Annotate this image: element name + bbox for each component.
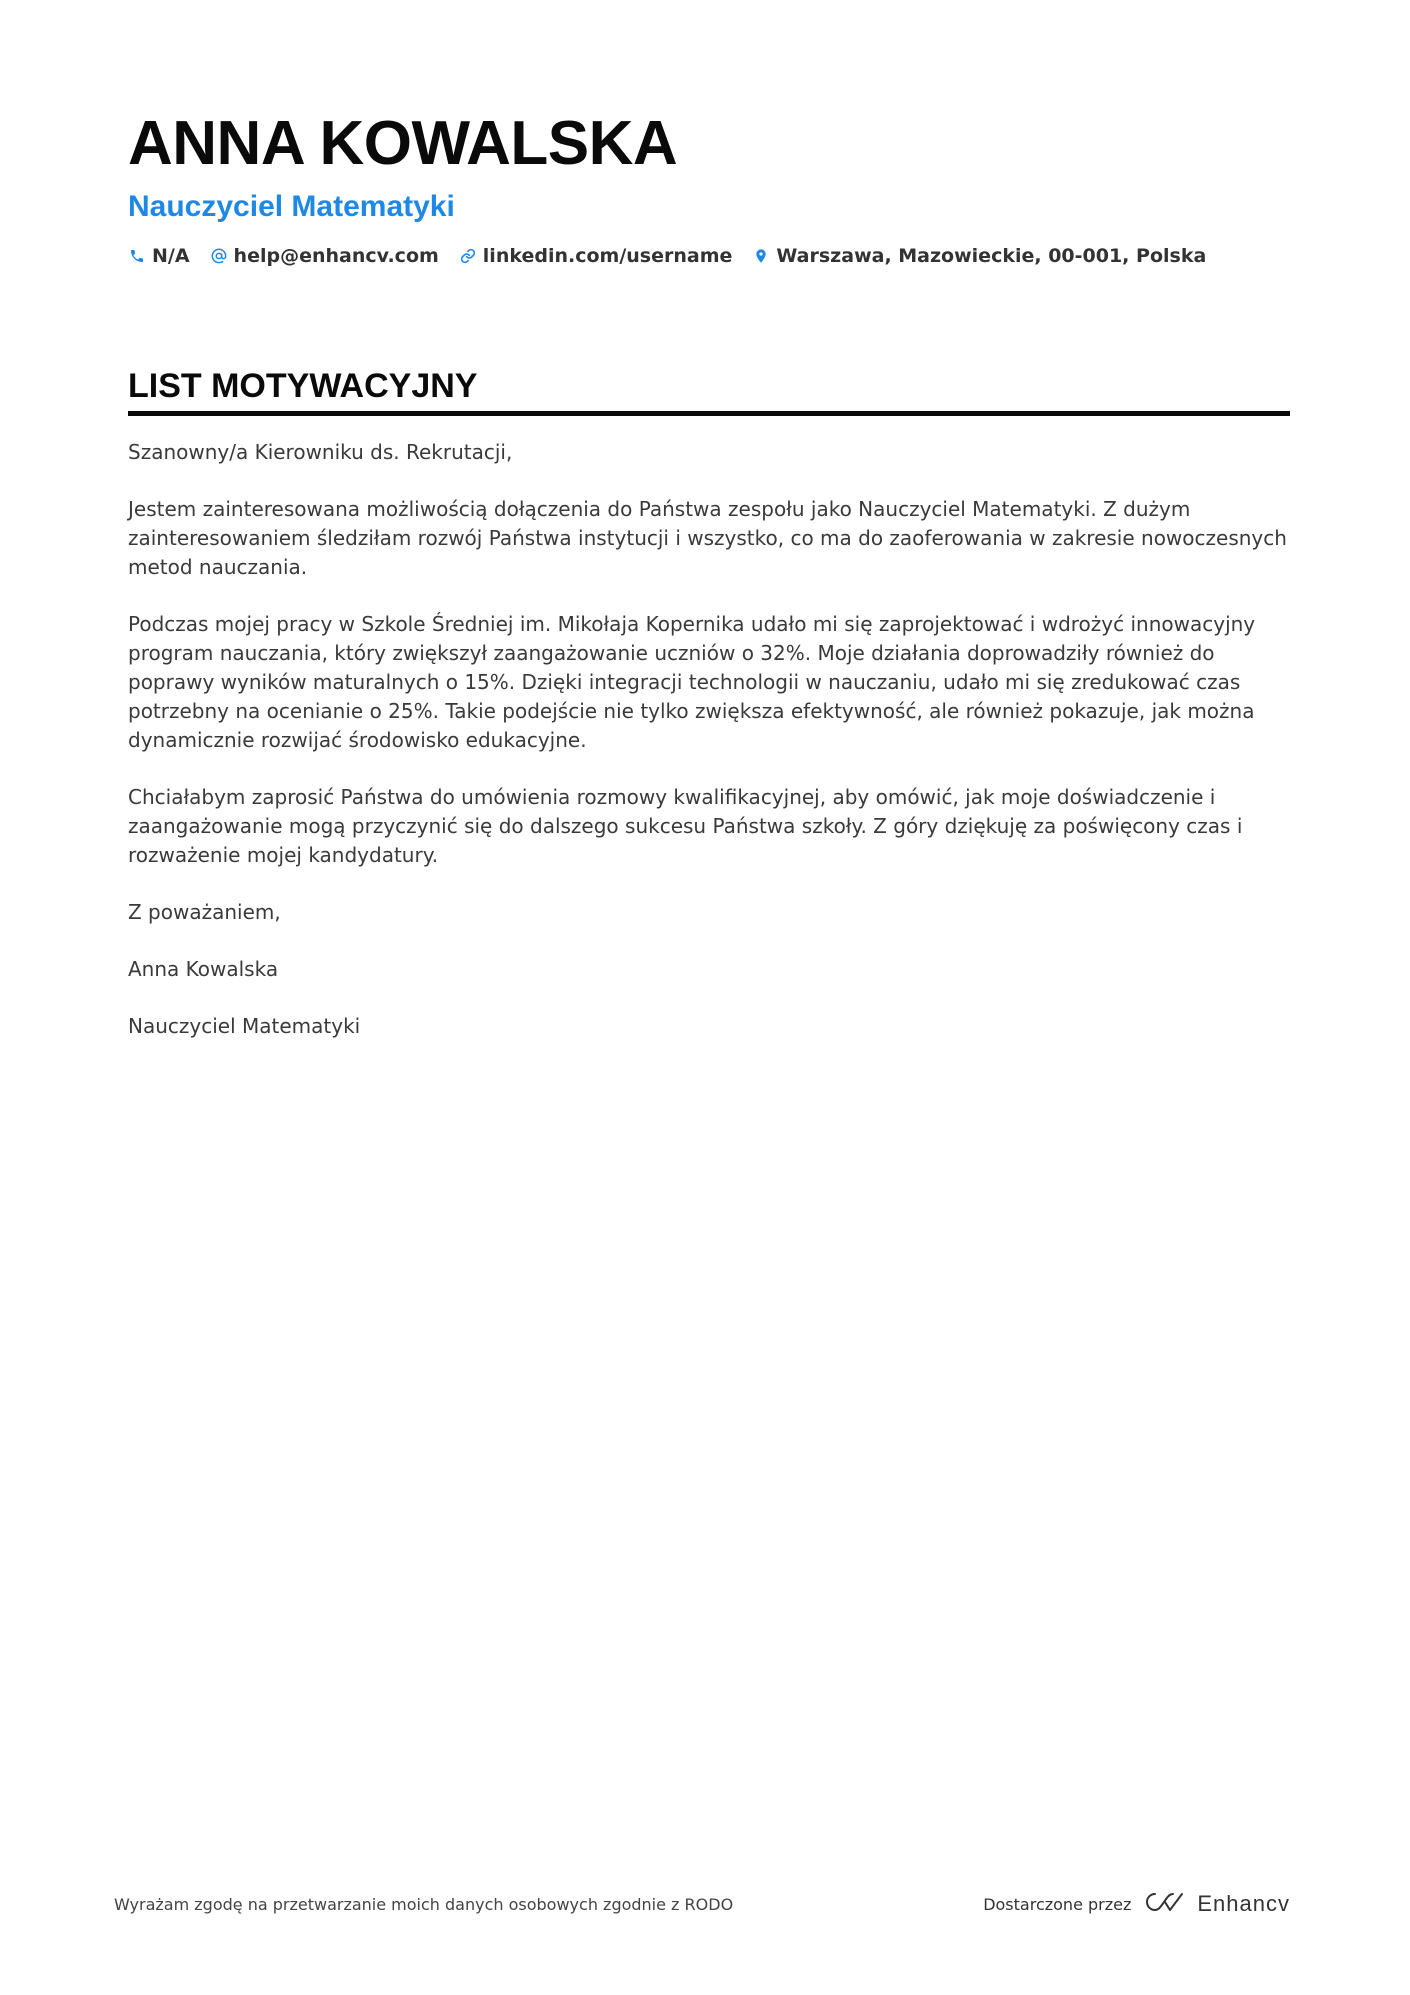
contact-phone xyxy=(128,245,190,267)
resume-header xyxy=(128,105,1288,267)
letter-body xyxy=(128,438,1290,1041)
contact-email[interactable] xyxy=(210,245,439,267)
letter-closing: Z poważaniem, xyxy=(128,900,281,924)
page-footer xyxy=(114,1890,1290,1918)
powered-by-label: Dostarczone przez xyxy=(983,1894,1132,1914)
letter-greeting: Szanowny/a Kierowniku ds. Rekrutacji, xyxy=(128,440,513,464)
location-value: Warszawa, Mazowieckie, 00-001, Polska xyxy=(776,245,1207,267)
powered-by xyxy=(983,1890,1290,1918)
section-title: LIST MOTYWACYJNY xyxy=(128,365,1290,416)
contact-linkedin[interactable] xyxy=(459,245,733,267)
link-icon xyxy=(459,247,477,265)
letter-paragraph: Chciałabym zaprosić Państwa do umówienia rozmowy kwalifikacyjnej, aby omówić, jak moje doświadczenie i zaangażowanie mogą przyczynić się do dalszego sukcesu Państwa szkoły. Z góry dziękuję za poświęcony czas i rozważenie mojej kandydatury. xyxy=(128,785,1243,867)
phone-value: N/A xyxy=(152,245,190,267)
enhancv-logo-icon xyxy=(1143,1890,1187,1918)
map-pin-icon xyxy=(752,247,770,265)
linkedin-value[interactable]: linkedin.com/username xyxy=(482,245,733,267)
brand-logo[interactable] xyxy=(1143,1890,1290,1918)
email-value[interactable]: help@enhancv.com xyxy=(233,245,439,267)
cover-letter-section xyxy=(128,365,1290,1069)
candidate-name: ANNA KOWALSKA xyxy=(128,109,678,178)
contact-location xyxy=(752,245,1206,267)
signature-name: Anna Kowalska xyxy=(128,957,279,981)
contact-bar xyxy=(128,245,1288,267)
at-icon xyxy=(210,247,228,265)
candidate-job-title: Nauczyciel Matematyki xyxy=(128,190,455,223)
gdpr-consent-text: Wyrażam zgodę na przetwarzanie moich danych osobowych zgodnie z RODO xyxy=(114,1894,734,1914)
letter-paragraph: Jestem zainteresowana możliwością dołączenia do Państwa zespołu jako Nauczyciel Matematyki. Z dużym zainteresowaniem śledziłam rozwój Państwa instytucji i wszystko, co ma do zaoferowania w zakresie nowoczesnych metod nauczania. xyxy=(128,497,1287,579)
signature-title: Nauczyciel Matematyki xyxy=(128,1014,361,1038)
letter-paragraph: Podczas mojej pracy w Szkole Średniej im. Mikołaja Kopernika udało mi się zaprojektować i wdrożyć innowacyjny program nauczania, który zwiększył zaangażowanie uczniów o 32%. Moje działania doprowadziły również do poprawy wyników maturalnych o 15%. Dzięki integracji technologii w nauczaniu, udało mi się zredukować czas potrzebny na ocenianie o 25%. Takie podejście nie tylko zwiększa efektywność, ale również pokazuje, jak można dynamicznie rozwijać środowisko edukacyjne. xyxy=(128,612,1256,752)
brand-name: Enhancv xyxy=(1197,1891,1290,1916)
phone-icon xyxy=(128,247,146,265)
